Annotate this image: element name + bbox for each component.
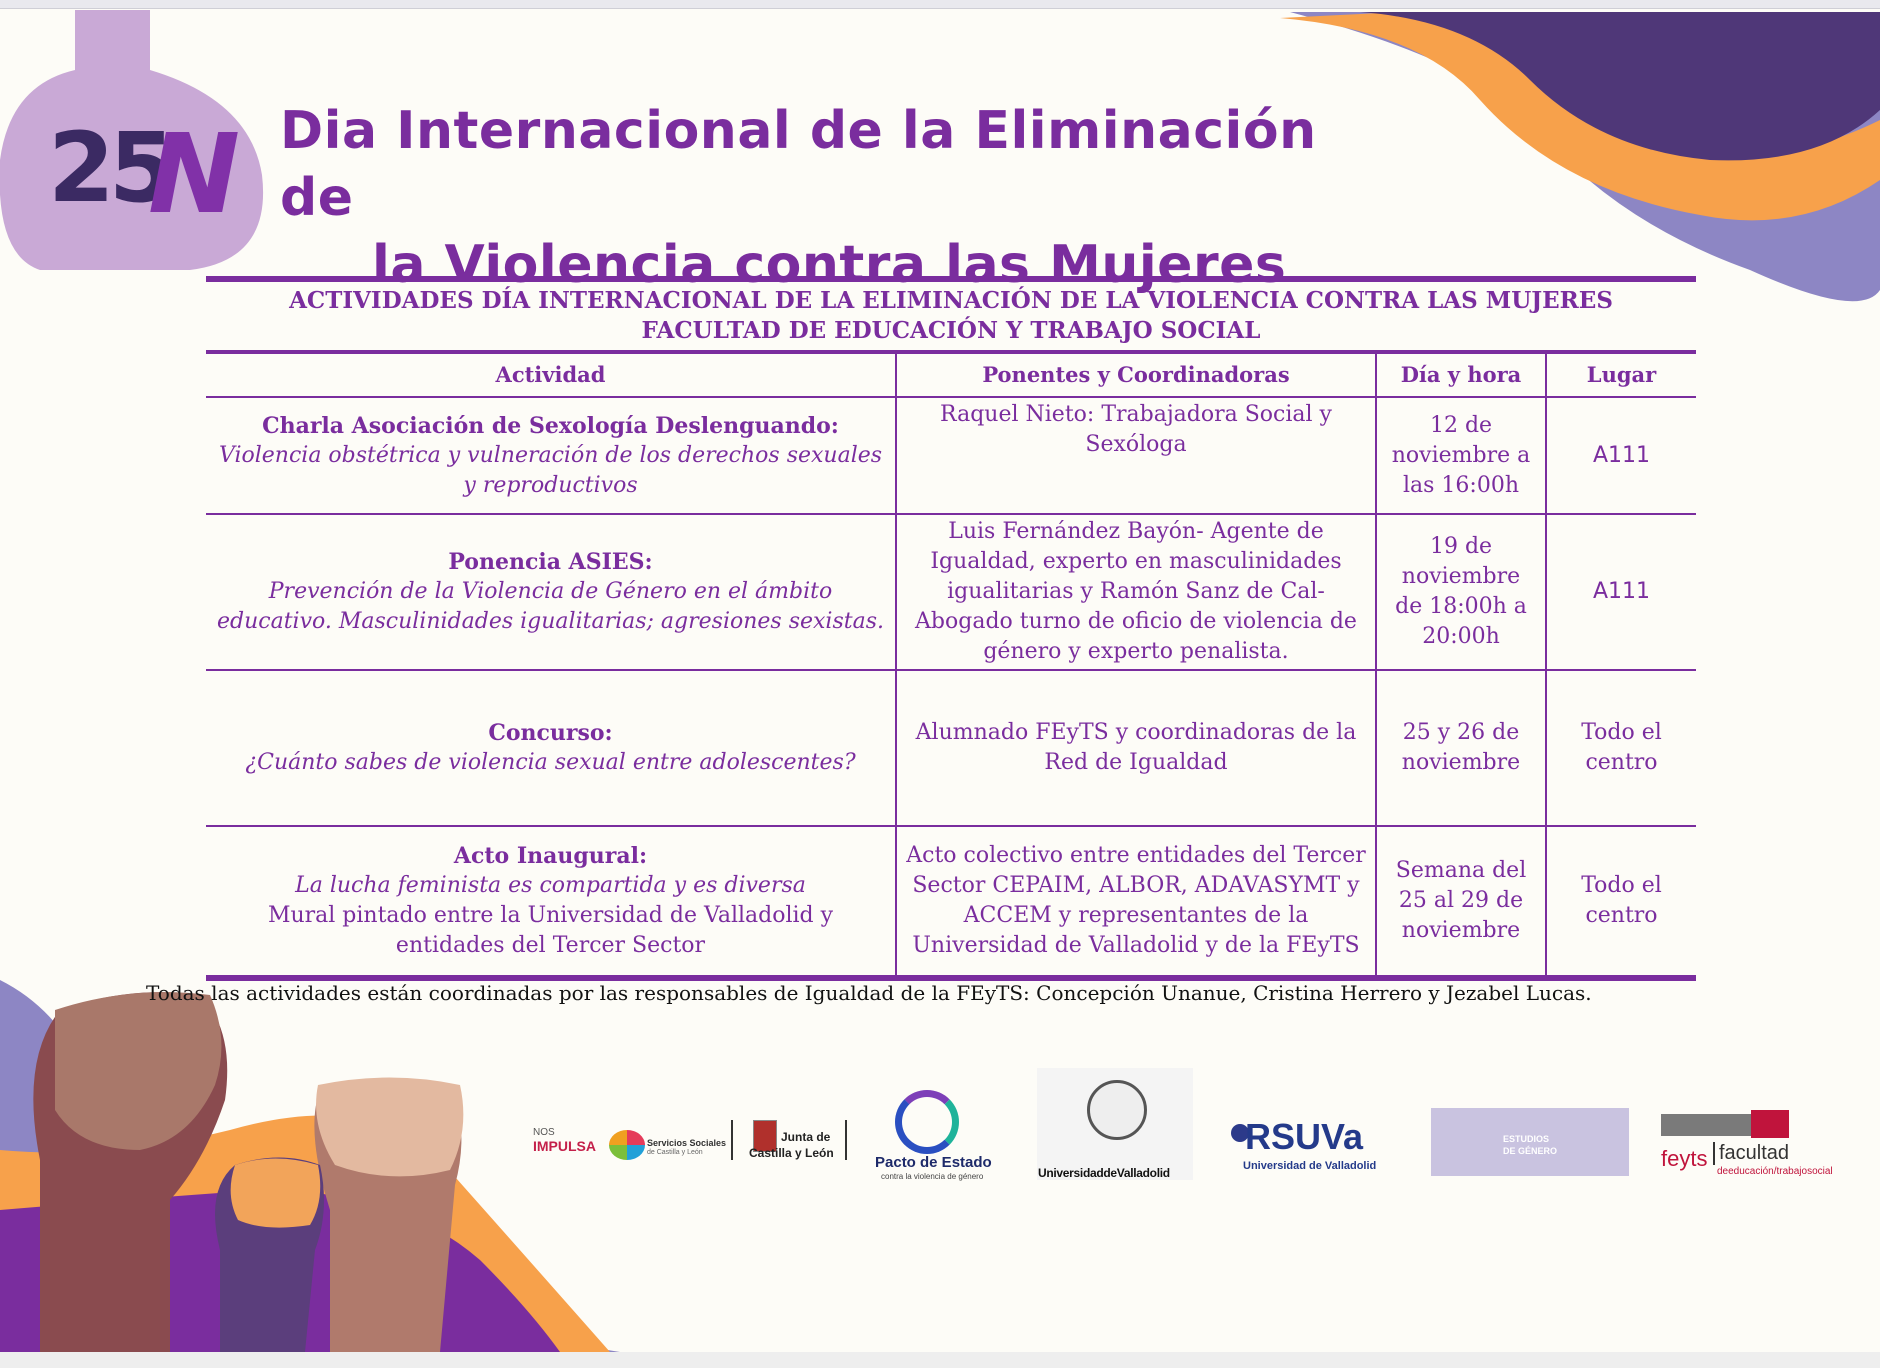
place-cell: A111 <box>1546 514 1696 670</box>
activity-cell <box>206 826 896 978</box>
table-caption-row <box>206 279 1696 352</box>
title-line-2: la Violencia contra las Mujeres <box>372 235 1287 295</box>
rsuva-label: RSUVa <box>1245 1116 1364 1157</box>
badge-25: 25 <box>48 112 170 224</box>
column-header-place: Lugar <box>1546 352 1696 397</box>
pacto-label: Pacto de Estado <box>875 1154 992 1171</box>
speakers-cell: Luis Fernández Bayón- Agente de Igualdad, experto en masculinidades igualitarias y Ramón Sanz de Cal- Abogado turno de oficio de violencia de género y experto penalista. <box>896 514 1376 670</box>
pacto-sub: contra la violencia de género <box>881 1172 984 1181</box>
caption-line-1: ACTIVIDADES DÍA INTERNACIONAL DE LA ELIMINACIÓN DE LA VIOLENCIA CONTRA LAS MUJERES <box>289 287 1613 314</box>
servicios-sociales-label: Servicios Sociales <box>647 1138 727 1148</box>
activity-title: Concurso: <box>488 720 613 746</box>
activity-extra: Mural pintado entre la Universidad de Valladolid y entidades del Tercer Sector <box>267 903 834 958</box>
place-cell: Todo el centro <box>1546 670 1696 826</box>
speakers-cell: Alumnado FEyTS y coordinadoras de la Red de Igualdad <box>896 670 1376 826</box>
table-header-row <box>206 352 1696 397</box>
datetime-cell: 12 de noviembre a las 16:00h <box>1376 397 1546 514</box>
column-header-activity: Actividad <box>206 352 896 397</box>
activity-subtitle: ¿Cuánto sabes de violencia sexual entre adolescentes? <box>245 750 856 775</box>
activity-title: Ponencia ASIES: <box>448 549 653 575</box>
caption-line-2: FACULTAD DE EDUCACIÓN Y TRABAJO SOCIAL <box>641 317 1261 344</box>
logo-divider <box>731 1120 733 1160</box>
uva-seal-icon <box>1087 1080 1147 1140</box>
junta-line-2: Castilla y León <box>749 1146 834 1160</box>
page-title <box>280 98 1360 299</box>
place-cell: Todo el centro <box>1546 826 1696 978</box>
activity-subtitle: Prevención de la Violencia de Género en el ámbito educativo. Masculinidades igualitarias; agresiones sexistas. <box>216 579 884 634</box>
raised-fists-illustration <box>33 992 463 1352</box>
column-header-datetime: Día y hora <box>1376 352 1546 397</box>
table-row <box>206 397 1696 514</box>
speakers-cell: Raquel Nieto: Trabajadora Social y Sexóloga <box>896 397 1376 514</box>
impulsa-label: IMPULSA <box>533 1138 596 1154</box>
badge-n: N <box>148 110 241 238</box>
coordination-footnote: Todas las actividades están coordinadas por las responsables de Igualdad de la FEyTS: Concepción Unanue, Cristina Herrero y Jezabel Lucas. <box>146 981 1592 1005</box>
table-row <box>206 514 1696 670</box>
junta-line-1: Junta de <box>781 1130 831 1144</box>
table-row <box>206 670 1696 826</box>
feyts-label: feyts <box>1661 1146 1708 1171</box>
servicios-sociales-sub: de Castilla y León <box>647 1149 703 1156</box>
activity-title: Charla Asociación de Sexología Deslenguando: <box>262 412 839 439</box>
facultad-sub: deeducación/trabajosocial <box>1717 1166 1833 1177</box>
feyts-logo-accent <box>1751 1110 1789 1138</box>
nos-label: NOS <box>533 1127 555 1138</box>
activity-title: Acto Inaugural: <box>453 843 648 869</box>
activity-cell <box>206 397 896 514</box>
table-row <box>206 826 1696 978</box>
pacto-estado-icon <box>895 1090 959 1154</box>
estudios-line-1: ESTUDIOS <box>1503 1134 1550 1144</box>
title-line-1: Dia Internacional de la Eliminación de <box>280 101 1317 228</box>
speakers-cell: Acto colectivo entre entidades del Tercer Sector CEPAIM, ALBOR, ADAVASYMT y ACCEM y representantes de la Universidad de Valladolid y de la FEyTS <box>896 826 1376 978</box>
activity-cell <box>206 670 896 826</box>
servicios-sociales-icon <box>609 1130 645 1160</box>
activity-cell <box>206 514 896 670</box>
sponsor-logos <box>505 1068 1845 1186</box>
table-caption <box>206 279 1696 352</box>
datetime-cell: Semana del 25 al 29 de noviembre <box>1376 826 1546 978</box>
datetime-cell: 19 de noviembre de 18:00h a 20:00h <box>1376 514 1546 670</box>
facultad-label: facultad <box>1713 1142 1789 1165</box>
uva-label: UniversidaddeValladolid <box>1038 1166 1170 1180</box>
window-bottom-edge <box>0 1352 1880 1368</box>
column-header-speakers: Ponentes y Coordinadoras <box>896 352 1376 397</box>
estudios-line-2: DE GÉNERO <box>1503 1146 1558 1156</box>
rsuva-sub: Universidad de Valladolid <box>1243 1160 1377 1172</box>
activity-subtitle: Violencia obstétrica y vulneración de los derechos sexuales y reproductivos <box>218 442 883 498</box>
datetime-cell: 25 y 26 de noviembre <box>1376 670 1546 826</box>
place-cell: A111 <box>1546 397 1696 514</box>
activities-table <box>206 276 1696 981</box>
logo-divider <box>845 1120 847 1160</box>
activity-subtitle: La lucha feminista es compartida y es diversa <box>295 873 806 898</box>
